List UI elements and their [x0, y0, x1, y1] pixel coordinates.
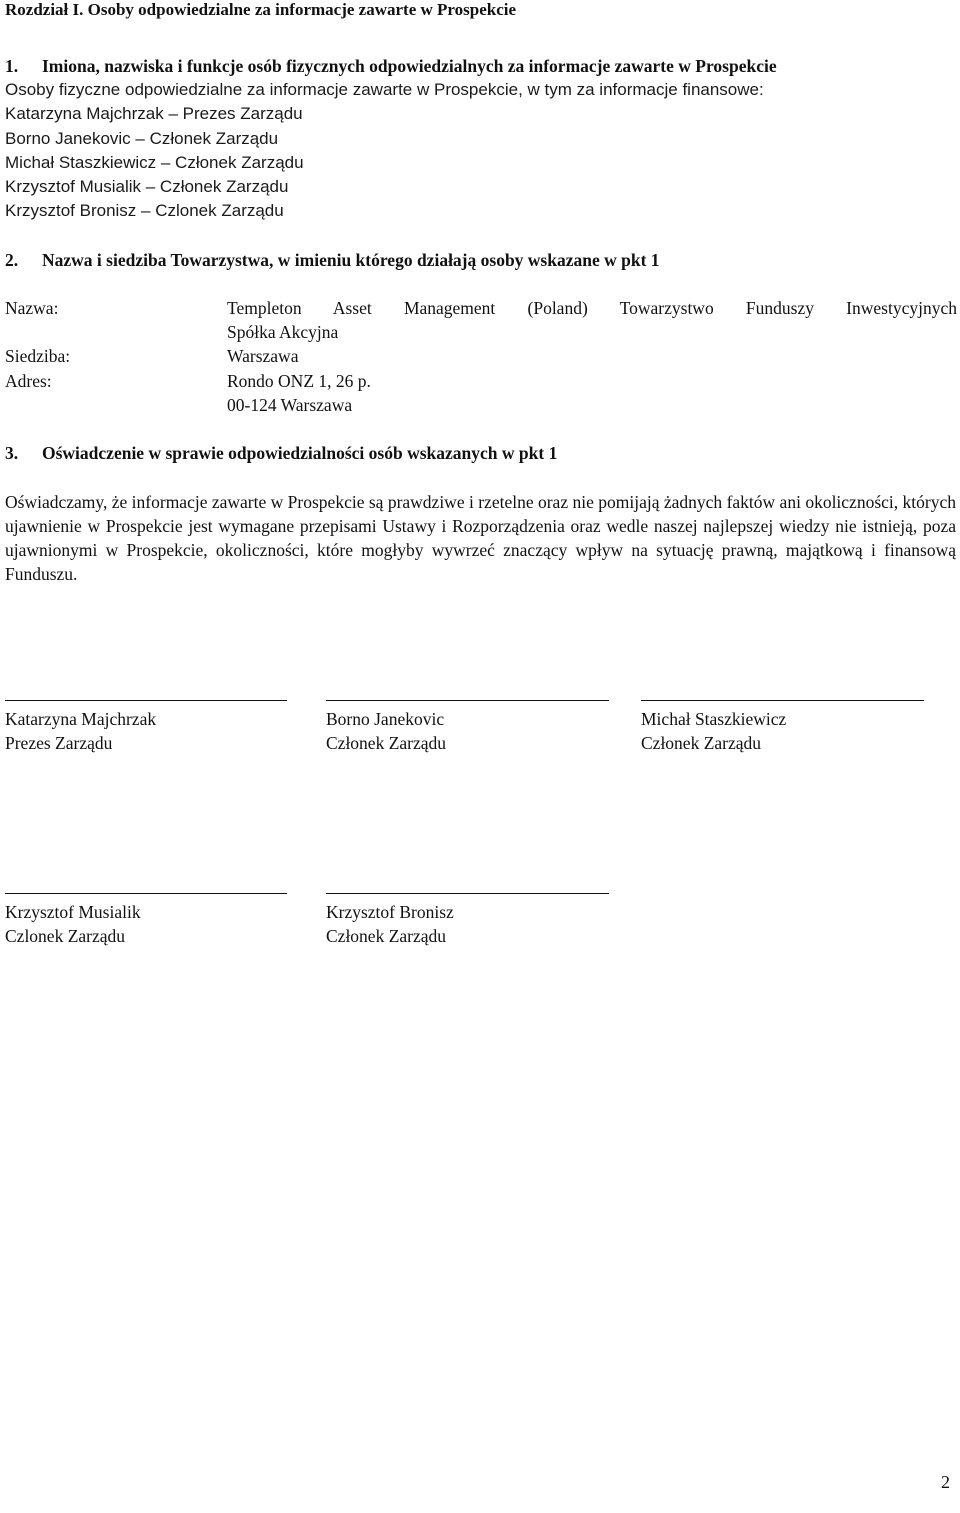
signatory-name: Katarzyna Majchrzak	[5, 709, 157, 729]
name-label: Nazwa:	[5, 298, 59, 318]
signature-line	[326, 700, 609, 701]
signatory-role: Członek Zarządu	[326, 926, 447, 946]
section-1-intro: Osoby fizyczne odpowiedzialne za informacje zawarte w Prospekcie, w tym za informacje finansowe:	[5, 80, 764, 99]
chapter-title: Rozdział I. Osoby odpowiedzialne za informacje zawarte w Prospekcie	[5, 0, 517, 19]
signature-line	[326, 893, 609, 894]
person-line: Krzysztof Bronisz – Czlonek Zarządu	[5, 201, 284, 220]
signatory-role: Członek Zarządu	[641, 733, 762, 753]
address-line-1: Rondo ONZ 1, 26 p.	[227, 371, 371, 391]
signature-line	[5, 893, 287, 894]
seat-value: Warszawa	[227, 346, 299, 366]
signatory-name: Michał Staszkiewicz	[641, 709, 787, 729]
name-value-line-1: Templeton Asset Management (Poland) Towarzystwo Funduszy Inwestycyjnych	[227, 298, 957, 318]
statement-paragraph: Oświadczamy, że informacje zawarte w Prospekcie są prawdziwe i rzetelne oraz nie pomijają żadnych faktów ani okoliczności, których ujawnienie w Prospekcie jest wymagane przepisami Ustawy i Rozporządzenia oraz wedle naszej najlepszej wiedzy nie istnieją, poza ujawnionymi w Prospekcie, okoliczności, które mogłyby wywrzeć znaczący wpływ na sytuację prawną, majątkową i finansową Funduszu.	[5, 492, 956, 584]
signature-line	[641, 700, 924, 701]
person-line: Michał Staszkiewicz – Członek Zarządu	[5, 153, 304, 172]
signatory-role: Czlonek Zarządu	[5, 926, 126, 946]
page-number: 2	[941, 1472, 950, 1492]
person-line: Katarzyna Majchrzak – Prezes Zarządu	[5, 104, 303, 123]
signature-line	[5, 700, 287, 701]
name-value-line-2: Spółka Akcyjna	[227, 322, 339, 342]
section-2-number: 2.	[5, 250, 19, 270]
signatory-name: Borno Janekovic	[326, 709, 445, 729]
section-2-heading: Nazwa i siedziba Towarzystwa, w imieniu którego działają osoby wskazane w pkt 1	[42, 250, 660, 270]
signatory-name: Krzysztof Musialik	[5, 902, 141, 922]
signatory-name: Krzysztof Bronisz	[326, 902, 454, 922]
seat-label: Siedziba:	[5, 346, 71, 366]
address-line-2: 00-124 Warszawa	[227, 395, 353, 415]
signatory-role: Członek Zarządu	[326, 733, 447, 753]
signatory-role: Prezes Zarządu	[5, 733, 113, 753]
person-line: Krzysztof Musialik – Członek Zarządu	[5, 177, 289, 196]
section-3-heading: Oświadczenie w sprawie odpowiedzialności osób wskazanych w pkt 1	[42, 443, 558, 463]
section-1-heading: Imiona, nazwiska i funkcje osób fizycznych odpowiedzialnych za informacje zawarte w Prospekcie	[42, 56, 777, 76]
section-3-number: 3.	[5, 443, 19, 463]
person-line: Borno Janekovic – Członek Zarządu	[5, 129, 279, 148]
section-1-number: 1.	[5, 56, 19, 76]
address-label: Adres:	[5, 371, 52, 391]
